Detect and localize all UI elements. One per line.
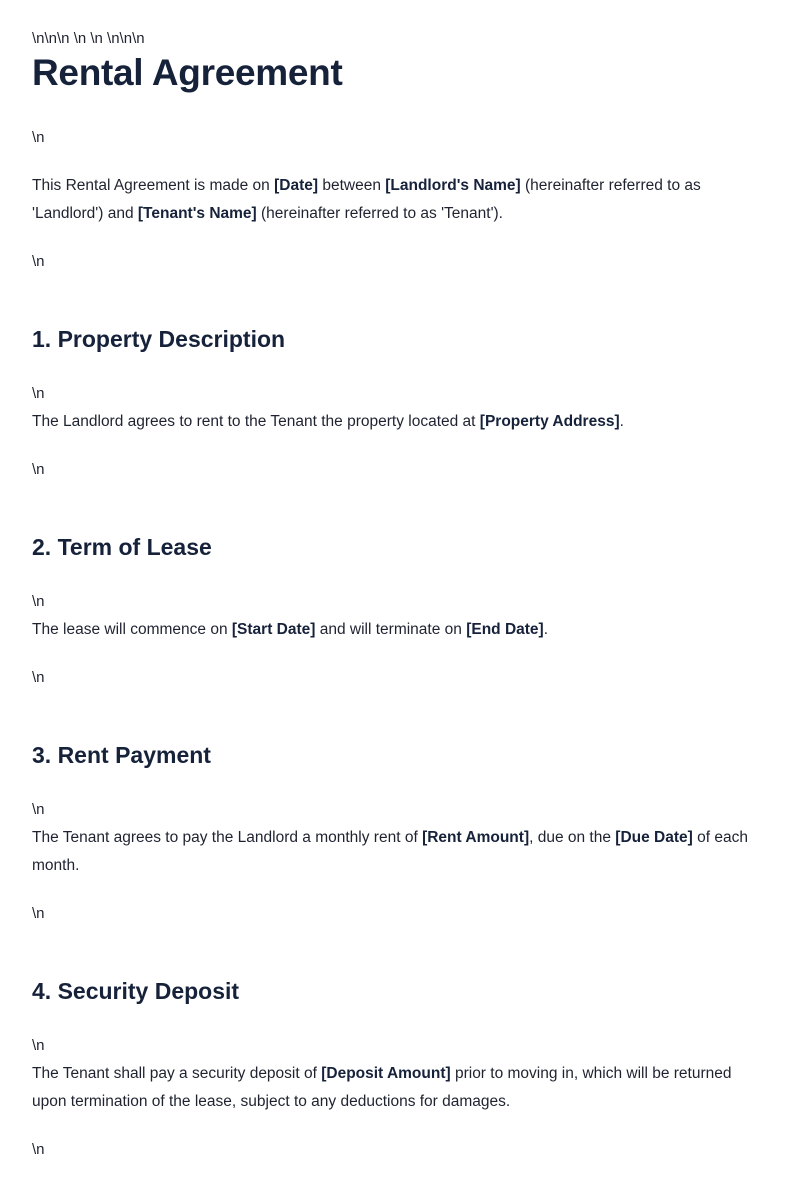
section-body-term-of-lease — [32, 616, 768, 644]
intro-text: (hereinafter referred to as 'Landlord') and — [32, 177, 701, 222]
section-text: The Tenant shall pay a security deposit of — [32, 1065, 322, 1082]
section-heading-security-deposit: 4. Security Deposit — [32, 978, 240, 1004]
newline-marker: \n — [32, 669, 45, 686]
newline-marker: \n — [32, 1141, 45, 1158]
landlord-name-placeholder: [Landlord's Name] — [385, 177, 521, 194]
newline-marker: \n — [32, 905, 45, 922]
newline-marker: \n — [32, 461, 45, 478]
property-address-placeholder: [Property Address] — [479, 413, 620, 430]
section-text: . — [543, 621, 549, 638]
section-heading-term-of-lease: 2. Term of Lease — [32, 534, 212, 560]
section-text: and will terminate on — [315, 621, 467, 638]
section-text: . — [619, 413, 624, 430]
rent-amount-placeholder: [Rent Amount] — [422, 829, 530, 846]
intro-paragraph — [32, 172, 768, 228]
newline-marker: \n — [32, 253, 45, 270]
section-text: The Tenant agrees to pay the Landlord a monthly rent of — [32, 829, 423, 846]
due-date-placeholder: [Due Date] — [615, 829, 693, 846]
section-text: The lease will commence on — [32, 621, 232, 638]
section-body-security-deposit — [32, 1060, 768, 1116]
newline-marker: \n — [32, 385, 45, 402]
newline-marker: \n — [32, 593, 45, 610]
tenant-name-placeholder: [Tenant's Name] — [137, 205, 257, 222]
section-heading-property-description: 1. Property Description — [32, 326, 286, 352]
intro-text: (hereinafter referred to as 'Tenant'). — [256, 205, 503, 222]
newline-marker: \n — [32, 801, 45, 818]
newline-marker: \n — [32, 1037, 45, 1054]
end-date-placeholder: [End Date] — [466, 621, 544, 638]
section-text: The Landlord agrees to rent to the Tenant the property located at — [32, 413, 480, 430]
section-text: , due on the — [529, 829, 616, 846]
date-placeholder: [Date] — [274, 177, 319, 194]
intro-text: between — [318, 177, 386, 194]
stray-newline-markers: \n\n\n \n \n \n\n\n — [32, 30, 145, 47]
section-heading-rent-payment: 3. Rent Payment — [32, 742, 211, 768]
section-text: prior to moving in, which will be returned upon termination of the lease, subject to any deductions for damages. — [32, 1065, 732, 1110]
deposit-amount-placeholder: [Deposit Amount] — [321, 1065, 451, 1082]
section-body-property-description — [32, 408, 768, 436]
section-body-rent-payment — [32, 824, 768, 880]
document-title: Rental Agreement — [32, 52, 343, 93]
newline-marker: \n — [32, 129, 45, 146]
start-date-placeholder: [Start Date] — [231, 621, 316, 638]
intro-text: This Rental Agreement is made on — [32, 177, 275, 194]
section-text: of each month. — [32, 829, 748, 874]
